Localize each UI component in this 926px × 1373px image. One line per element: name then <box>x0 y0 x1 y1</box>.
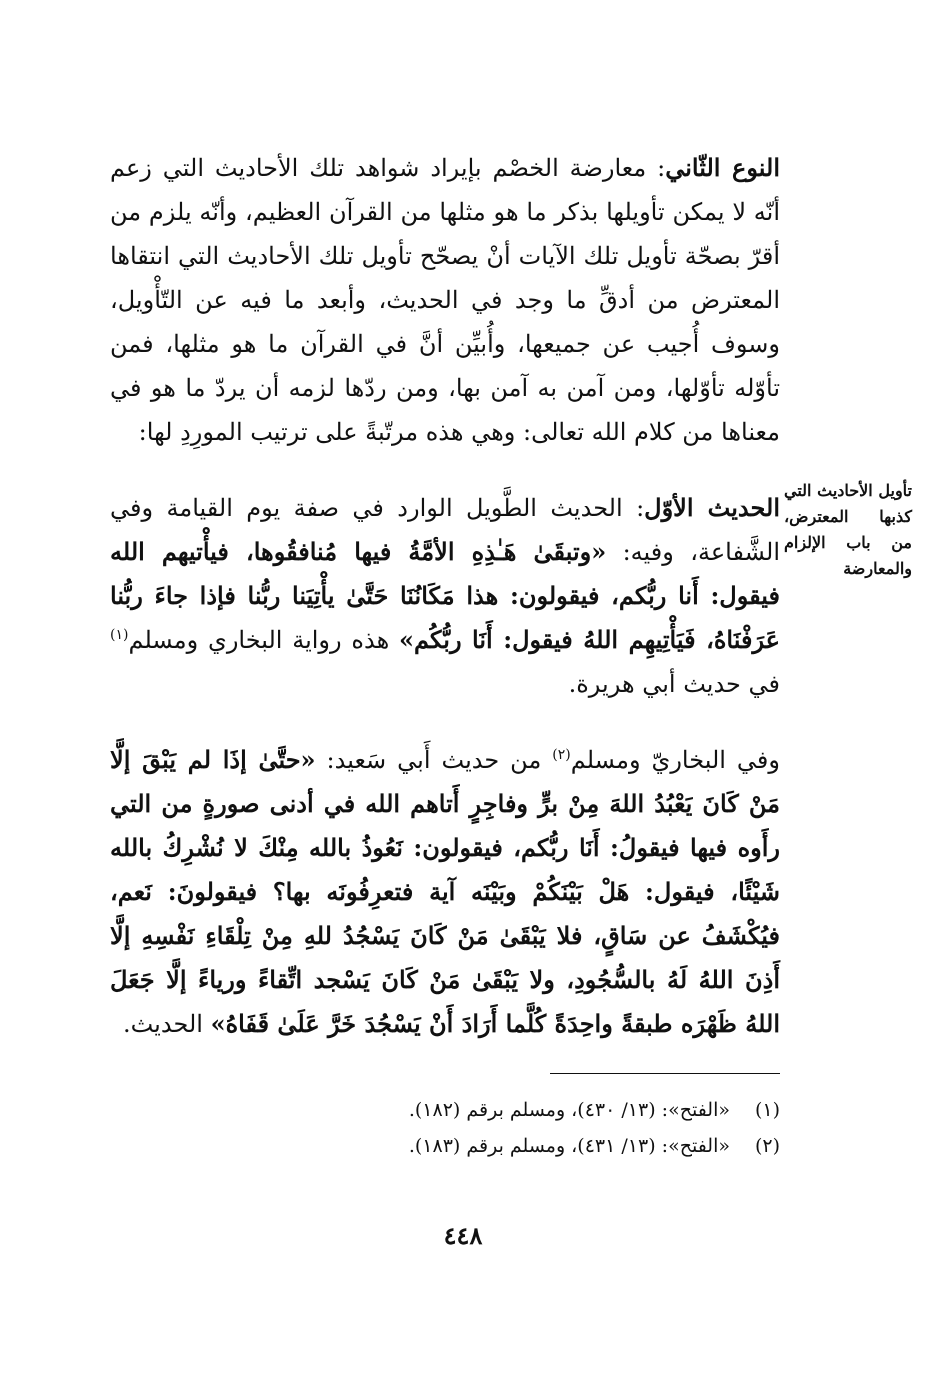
hadith-quote: «حتَّىٰ إذَا لم يَبْقَ إلَّا مَنْ كَانَ يَعْبُدُ اللهَ مِنْ برٍّ وفاجِرٍ أَتاهم الله في أدنى صورةٍ من التي رأَوه فيها فيقولُ: أَنَا ربُّكم، فيقولون: نَعُوذُ بالله مِنْكَ لا نُشْرِكُ بالله شَيْئًا، فيقول: هَلْ بَيْنَكُمْ وبَيْنَه آية فتعرِفُونَه بها؟ فيقولونَ: نَعم، فيُكْشَفُ عن سَاقٍ، فلا يَبْقَىٰ مَنْ كَانَ يَسْجُدُ للهِ مِنْ تِلْقَاءِ نَفْسِهِ إلَّا أَذِنَ اللهُ لَهُ بالسُّجُودِ، ولا يَبْقَىٰ مَنْ كَانَ يَسْجد اتِّقاءً ورياءً إلَّا جَعَلَ اللهُ ظَهْرَه طبقةً واحِدَةً كُلَّما أَرَادَ أَنْ يَسْجُدَ خَرَّ عَلَىٰ قَفَاهُ» <box>110 745 781 1038</box>
footnote-ref[interactable]: (١) <box>110 627 129 643</box>
hadith-quote: «وتبقَىٰ هَـٰذِهِ الأمَّةُ فيها مُنافقُوها، فيأْتيهم الله فيقول: أَنا ربُّكم، فيقولون: هذا مَكَانُنَا حَتَّىٰ يأْتِيَنا ربُّنا فإذا جاءَ ربُّنا عَرَفْنَاهُ، فَيَأْتِيهِم اللهُ فيقول: أَنَا ربُّكُم» <box>110 537 781 654</box>
paragraph-intro: : الحديث الطَّويل الوارد في صفة يوم القيامة وفي الشَّفاعة، وفيه: <box>110 494 781 566</box>
paragraph-tail: الحديث. <box>122 1010 211 1038</box>
paragraph-heading: النوع الثّاني <box>665 153 781 182</box>
footnote-number: (٢) <box>754 1135 780 1157</box>
footnote-item <box>110 1092 780 1128</box>
footnote-item <box>110 1128 780 1164</box>
paragraph-abu-said <box>110 738 780 1046</box>
footnote-ref[interactable]: (٢) <box>552 747 571 763</box>
footnote-divider <box>550 1073 780 1074</box>
footnote-text: «الفتح»: (١٣/ ٤٣٠)، ومسلم برقم (١٨٢). <box>408 1099 730 1121</box>
paragraph-tail: في حديث أبي هريرة. <box>568 670 780 698</box>
paragraph-mid: من حديث أَبي سَعيد: <box>315 746 553 774</box>
footnotes <box>110 1092 780 1164</box>
paragraph-body: : معارضة الخصْم بإيراد شواهد تلك الأحاديث التي زعم أنّه لا يمكن تأويلها بذكر ما هو مثلها من القرآن العظيم، وأنّه يلزم من أقرّ بصحّة تأويل تلك الآيات أنْ يصحّح تأويل تلك الأحاديث التي انتقاها المعترض من أدقِّ ما وجد في الحديث، وأبعد ما فيه عن التّأْويل، وسوف أُجيب عن جميعها، وأُبيِّن أنَّ في القرآن ما هو مثلها، فمن تأوّله تأوّلها، ومن آمن به آمن بها، ومن ردّها لزمه أن يردّ ما هو في معناها من كلام الله تعالى: وهي هذه مرتّبةً على ترتيب المورِدِ لها: <box>110 154 780 446</box>
footnote-number: (١) <box>754 1099 780 1121</box>
margin-note: تأويل الأحاديث التي كذبها المعترض، من باب الإلزام والمعارضة <box>784 481 912 578</box>
paragraph-after: هذه رواية البخاري ومسلم <box>128 626 400 654</box>
footnote-text: «الفتح»: (١٣/ ٤٣١)، ومسلم برقم (١٨٣). <box>408 1135 730 1157</box>
paragraph-first-hadith <box>110 486 780 706</box>
paragraph-second-type <box>110 146 780 454</box>
paragraph-intro: وفي البخاريّ ومسلم <box>570 746 780 774</box>
page-number: ٤٤٨ <box>443 1221 483 1250</box>
paragraph-heading: الحديث الأوّل <box>644 493 780 522</box>
